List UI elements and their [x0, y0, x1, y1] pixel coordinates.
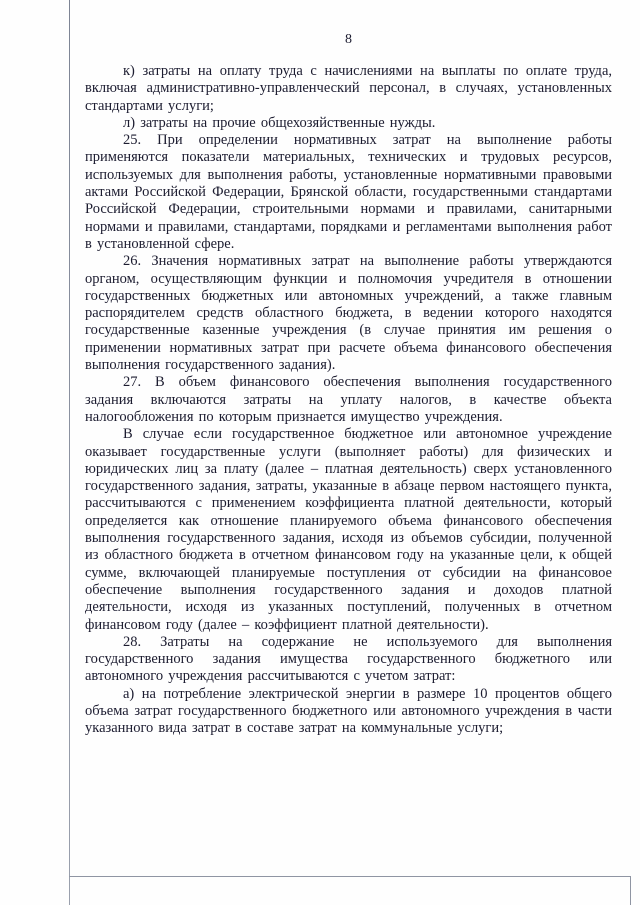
- paragraph-item-a: а) на потребление электрической энергии в размере 10 процентов общего объема затрат государственного бюджетного или автономного учреждения в части указанного вида затрат в составе затрат на коммунальные услуги;: [85, 685, 612, 737]
- paragraph-item-k: к) затраты на оплату труда с начислениями на выплаты по оплате труда, включая административно-управленческий персонал, в случаях, установленных стандартами услуги;: [85, 63, 612, 114]
- paragraph-clause-26: 26. Значения нормативных затрат на выполнение работы утверждаются органом, осуществляющим функции и полномочия учредителя в отношении государственных бюджетных или автономных учреждений, а также главным распорядителем средств областного бюджета, в ведении которого находятся государственные казенные учреждения (в случае принятия им решения о применении нормативных затрат при расчете объема финансового обеспечения выполнения государственного задания).: [85, 253, 612, 374]
- paragraph-clause-27: 27. В объем финансового обеспечения выполнения государственного задания включаются затраты на уплату налогов, в качестве объекта налогообложения по которым признается имущество учреждения.: [85, 374, 612, 425]
- scan-frame-left-line: [69, 0, 70, 905]
- page-number: 8: [345, 32, 352, 47]
- paragraph-item-l: л) затраты на прочие общехозяйственные нужды.: [123, 114, 436, 131]
- paragraph-clause-27-continuation: В случае если государственное бюджетное или автономное учреждение оказывает государственные услуги (выполняет работы) для физических и юридических лиц за плату (далее – платная деятельность) сверх установленного государственного задания, затраты, указанные в абзаце первом настоящего пункта, рассчитываются с применением коэффициента платной деятельности, который определяется как отношение планируемого объема финансового обеспечения выполнения государственного задания, исходя из объемов субсидии, полученной из областного бюджета в отчетном финансовом году на указанные цели, к общей сумме, включающей планируемые поступления от субсидии на финансовое обеспечение выполнения государственного задания и доходов платной деятельности, исходя из указанных поступлений, полученных в отчетном финансовом году (далее – коэффициент платной деятельности).: [85, 426, 612, 633]
- scan-frame-right-line: [630, 876, 631, 905]
- paragraph-clause-28: 28. Затраты на содержание не используемого для выполнения государственного задания имущества государственного бюджетного или автономного учреждения рассчитываются с учетом затрат:: [85, 633, 612, 685]
- paragraph-clause-25: 25. При определении нормативных затрат на выполнение работы применяются показатели материальных, технических и трудовых ресурсов, используемых для выполнения работы, установленные нормативными правовыми актами Российской Федерации, Брянской области, государственными стандартами Российской Федерации, строительными нормами и правилами, санитарными нормами и правилами, стандартами, порядками и регламентами выполнения работ в установленной сфере.: [85, 132, 612, 252]
- scan-frame-bottom-line: [69, 876, 631, 877]
- document-body: [85, 63, 612, 738]
